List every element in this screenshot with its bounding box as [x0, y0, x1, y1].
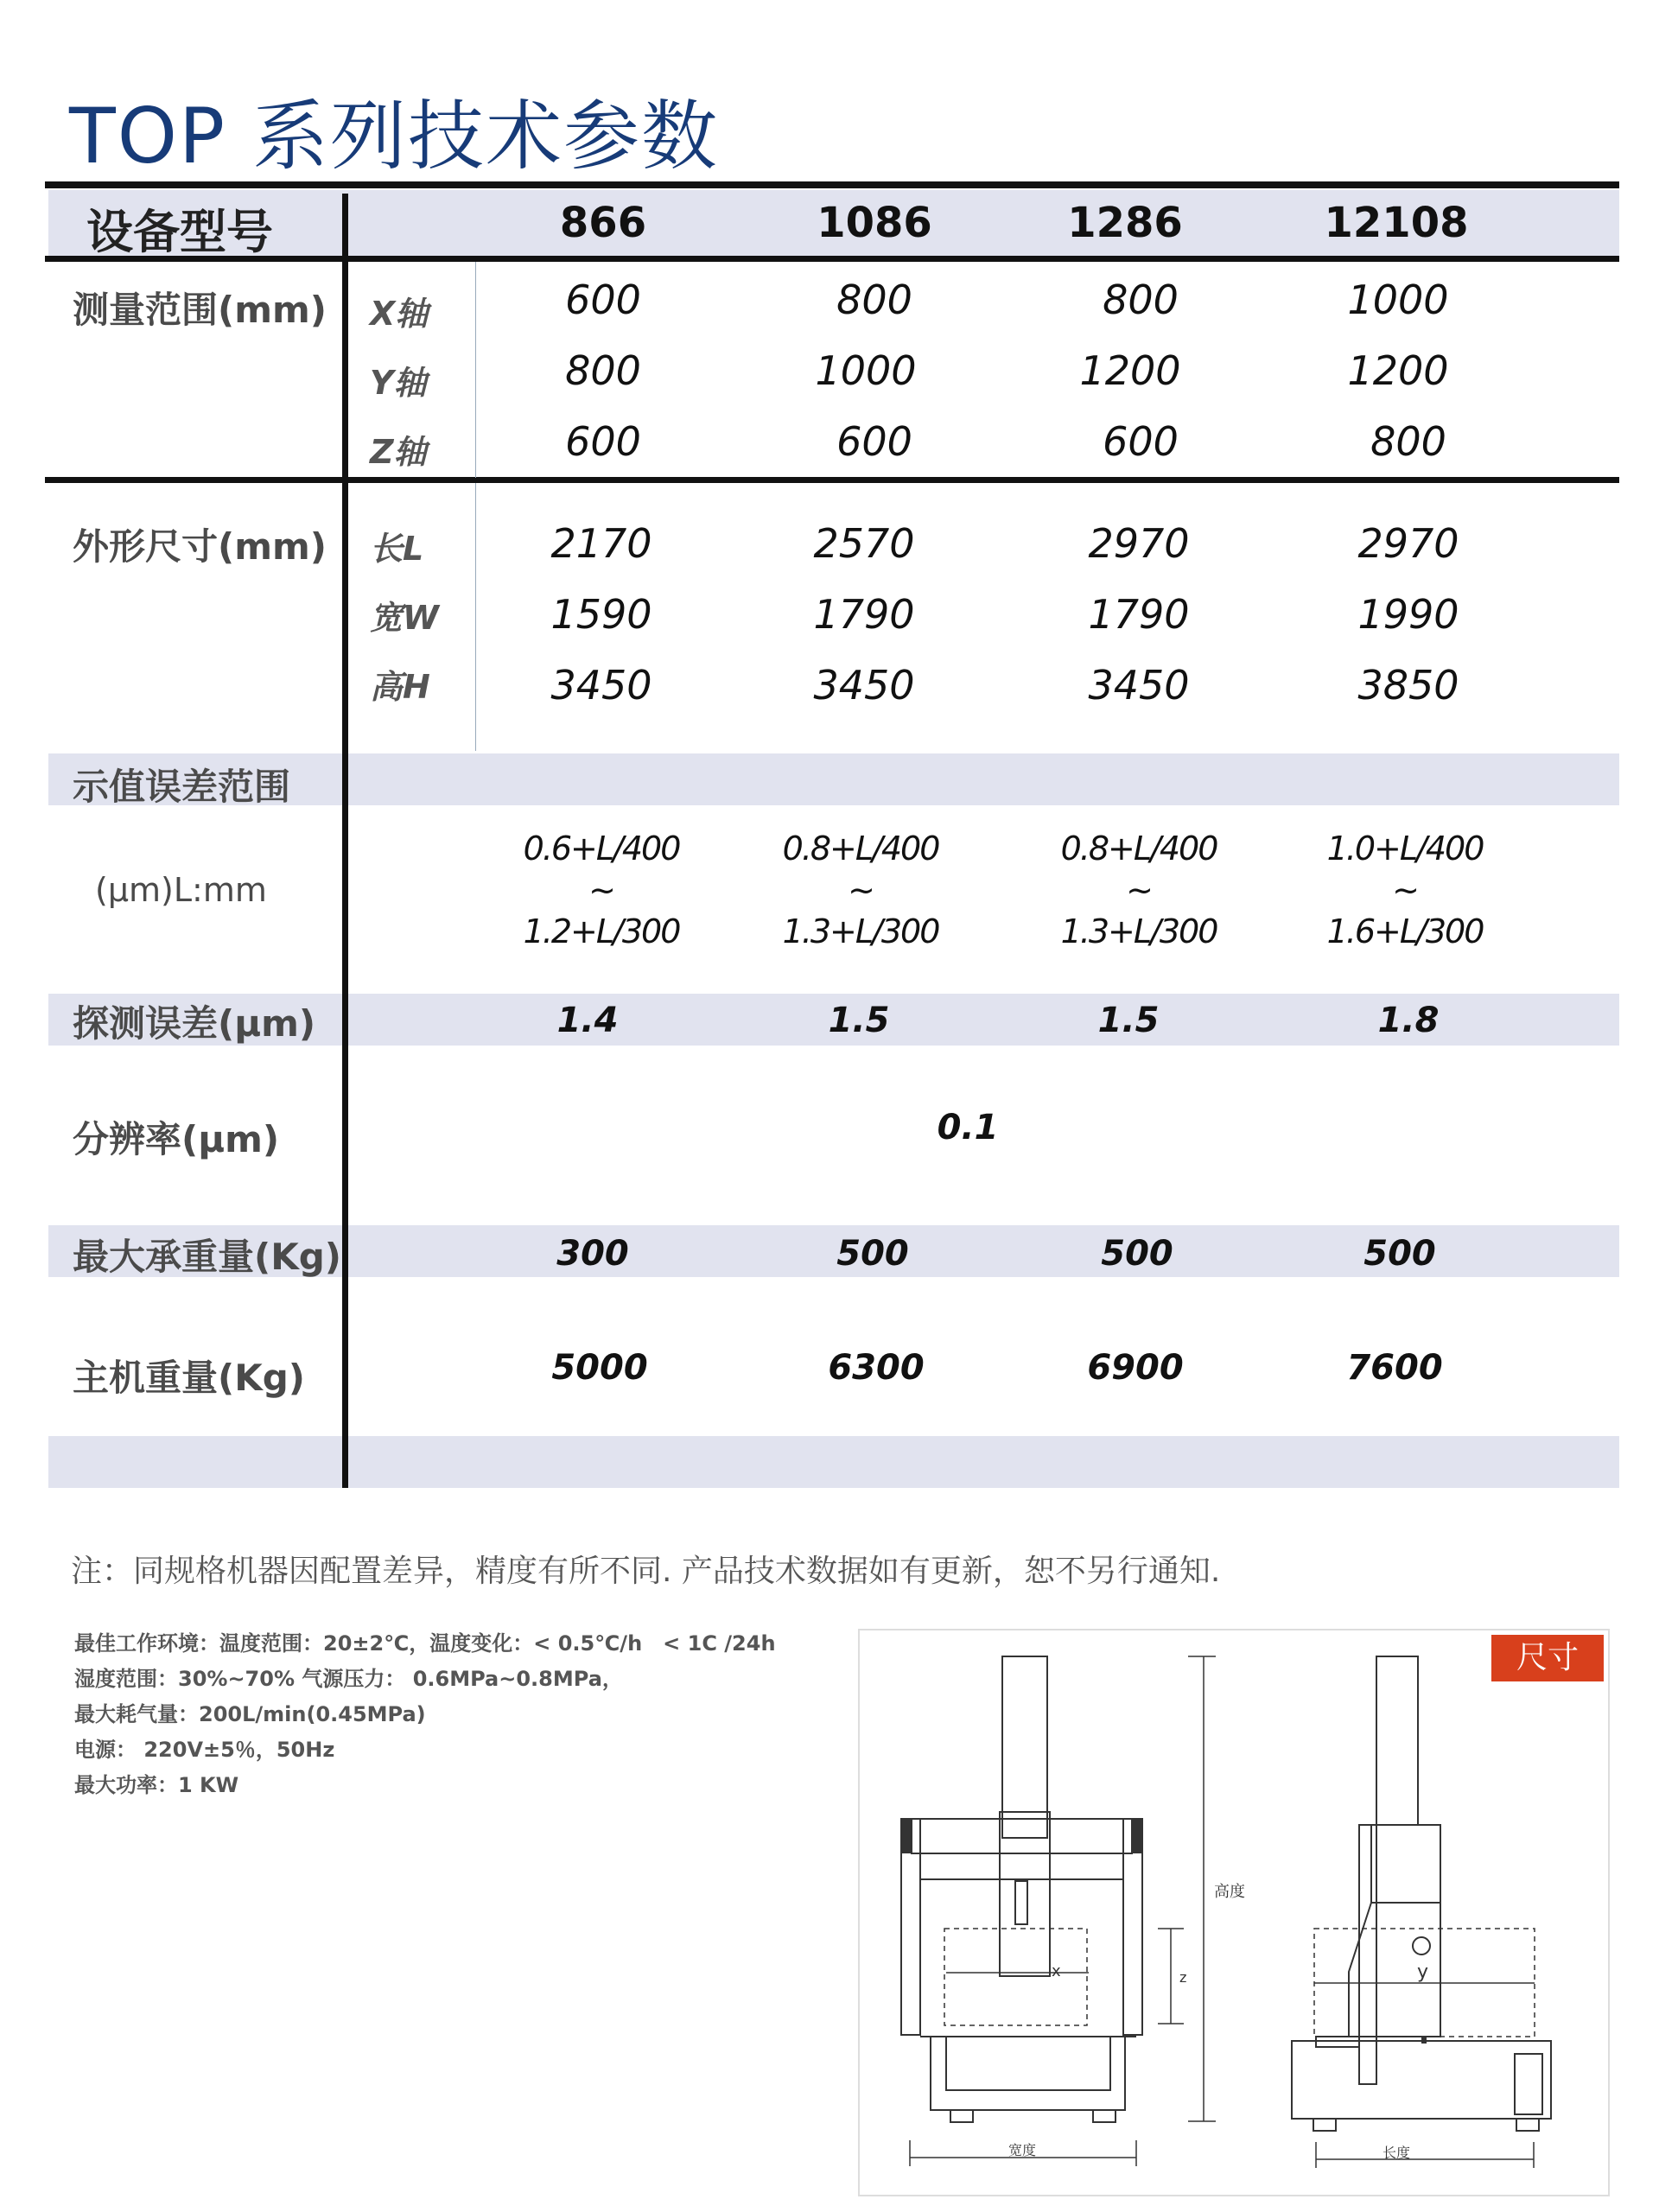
err-12108-bottom: 1.6+L/300: [1326, 912, 1484, 950]
err-1286-top: 0.8+L/400: [1060, 830, 1217, 868]
error-range-label: 示值误差范围: [73, 766, 291, 808]
x-12108: 1000: [1347, 276, 1449, 323]
len-866: 2170: [550, 520, 652, 567]
z-866: 600: [565, 418, 641, 465]
len-1086: 2570: [813, 520, 915, 567]
wid-1286: 1790: [1088, 591, 1190, 638]
model-1286: 1286: [1067, 199, 1183, 247]
len-1286: 2970: [1088, 520, 1190, 567]
z-1086: 600: [836, 418, 912, 465]
height-dim-label: 高度: [1214, 1883, 1245, 1901]
hgt-866: 3450: [550, 662, 652, 709]
env-line-4: 电源： 220V±5％，50Hz: [74, 1738, 335, 1762]
env-line-2: 湿度范围：30%~70% 气源压力： 0.6MPa~0.8MPa，: [74, 1667, 623, 1691]
err-1086-bottom: 1.3+L/300: [782, 912, 939, 950]
machine-drawing: [860, 1630, 1606, 2192]
weight-12108: 7600: [1346, 1348, 1443, 1388]
model-866: 866: [559, 199, 647, 247]
hgt-12108: 3850: [1357, 662, 1459, 709]
dimension-badge: 尺寸: [1491, 1635, 1604, 1681]
error-range-unit: (μm)L:mm: [95, 871, 267, 909]
y-axis-label: Y轴: [370, 364, 427, 402]
env-line-5: 最大功率：1 KW: [74, 1773, 239, 1797]
front-ram: [1000, 1812, 1050, 1976]
err-12108-top: 1.0+L/400: [1326, 830, 1484, 868]
probe-12108: 1.8: [1377, 1001, 1440, 1040]
err-12108-sep: ~: [1392, 871, 1418, 909]
side-post: [1359, 1825, 1376, 2084]
err-866-bottom: 1.2+L/300: [523, 912, 680, 950]
machine-weight-label: 主机重量(Kg): [73, 1357, 306, 1399]
wid-12108: 1990: [1357, 591, 1459, 638]
header-bottom-rule: [45, 256, 1619, 262]
hgt-1086: 3450: [813, 662, 915, 709]
probe-1286: 1.5: [1097, 1001, 1160, 1040]
width-label: 宽W: [370, 599, 439, 637]
env-line-3: 最大耗气量：200L/min(0.45MPa): [74, 1702, 426, 1726]
probe-error-label: 探测误差(μm): [73, 1002, 316, 1045]
wid-1086: 1790: [813, 591, 915, 638]
probe-1086: 1.5: [828, 1001, 890, 1040]
height-label: 高H: [370, 668, 430, 706]
y-866: 800: [565, 347, 641, 394]
side-column: [1376, 1656, 1418, 1825]
err-1286-bottom: 1.3+L/300: [1060, 912, 1217, 950]
err-1086-sep: ~: [848, 871, 874, 909]
front-probe: [1015, 1881, 1027, 1924]
weight-1286: 6900: [1087, 1348, 1184, 1388]
probe-866: 1.4: [556, 1001, 619, 1040]
section-rule: [45, 477, 1619, 483]
max-load-label: 最大承重量(Kg): [73, 1236, 342, 1278]
front-column: [1002, 1656, 1047, 1838]
resolution-value: 0.1: [937, 1108, 999, 1147]
side-base: [1292, 2041, 1551, 2119]
length-dim-label: 长度: [1382, 2145, 1411, 2161]
x-axis-label: X轴: [370, 295, 429, 333]
model-12108: 12108: [1324, 199, 1469, 247]
load-866: 300: [556, 1234, 629, 1274]
load-1286: 500: [1101, 1234, 1173, 1274]
front-base: [931, 2037, 1125, 2110]
front-bridge: [920, 1853, 1123, 1879]
err-1086-top: 0.8+L/400: [782, 830, 939, 868]
x-866: 600: [565, 276, 641, 323]
wid-866: 1590: [550, 591, 652, 638]
header-label: 设备型号: [86, 205, 273, 259]
axis-divider-1: [475, 262, 476, 478]
length-label: 长L: [370, 530, 424, 568]
front-table: [946, 2037, 1110, 2090]
x-1286: 800: [1103, 276, 1179, 323]
weight-866: 5000: [551, 1348, 648, 1388]
z-axis-label: Z轴: [370, 433, 427, 471]
y-1086: 1000: [815, 347, 917, 394]
axis-divider-2: [475, 483, 476, 751]
dimensions-label: 外形尺寸(mm): [73, 525, 327, 568]
y-12108: 1200: [1347, 347, 1449, 394]
z-dim-label: z: [1179, 1969, 1187, 1986]
width-dim-label: 宽度: [1008, 2142, 1037, 2158]
z-1286: 600: [1103, 418, 1179, 465]
y-dim-label: y: [1417, 1961, 1429, 1983]
y-1286: 1200: [1079, 347, 1181, 394]
x-1086: 800: [836, 276, 912, 323]
resolution-label: 分辨率(μm): [73, 1118, 280, 1160]
x-dim-label: x: [1052, 1962, 1061, 1980]
env-line-1: 最佳工作环境：温度范围：20±2℃，温度变化：< 0.5℃/h < 1C /24h: [74, 1631, 776, 1656]
side-head: [1371, 1825, 1440, 1903]
weight-1086: 6300: [828, 1348, 925, 1388]
err-866-sep: ~: [588, 871, 614, 909]
table-top-rule: [45, 181, 1619, 188]
model-1086: 1086: [817, 199, 932, 247]
hgt-1286: 3450: [1088, 662, 1190, 709]
z-12108: 800: [1370, 418, 1446, 465]
load-12108: 500: [1363, 1234, 1436, 1274]
page-title: TOP 系列技术参数: [69, 92, 720, 181]
table-divider: [342, 194, 348, 1488]
note-text: 注：同规格机器因配置差异，精度有所不同. 产品技术数据如有更新，恕不另行通知.: [71, 1554, 1221, 1589]
front-crossbeam: [912, 1819, 1132, 1853]
bottom-band: [48, 1436, 1619, 1488]
err-866-top: 0.6+L/400: [523, 830, 680, 868]
len-12108: 2970: [1357, 520, 1459, 567]
load-1086: 500: [836, 1234, 909, 1274]
measure-range-label: 测量范围(mm): [73, 289, 327, 331]
err-1286-sep: ~: [1126, 871, 1152, 909]
